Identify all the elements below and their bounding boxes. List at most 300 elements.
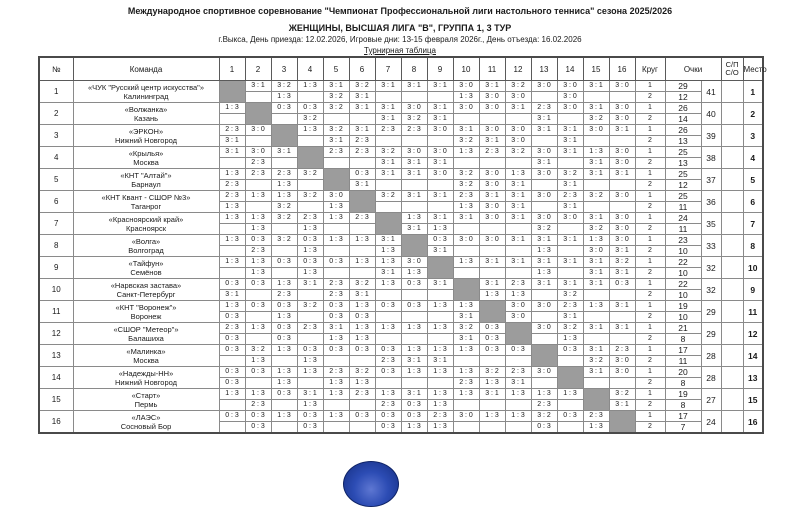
score-cell: 3 : 0 bbox=[531, 169, 557, 180]
score-cell: 1 : 3 bbox=[297, 81, 323, 92]
score-cell: 1 : 3 bbox=[557, 389, 583, 400]
score-cell: 1 : 3 bbox=[219, 169, 245, 180]
score-cell: 2 : 3 bbox=[557, 301, 583, 312]
col-header-opponent-2: 2 bbox=[245, 57, 271, 81]
score-cell: 1 : 3 bbox=[375, 323, 401, 334]
score-cell bbox=[609, 92, 635, 103]
score-cell: 0 : 3 bbox=[323, 301, 349, 312]
points-cell: 19 bbox=[665, 301, 701, 312]
total-points-cell: 27 bbox=[701, 389, 721, 411]
score-cell bbox=[219, 114, 245, 125]
score-cell: 3 : 1 bbox=[505, 202, 531, 213]
team-name-cell bbox=[73, 411, 219, 434]
score-cell: 3 : 1 bbox=[375, 103, 401, 114]
team-row-round1 bbox=[39, 345, 763, 356]
points-cell: 25 bbox=[665, 169, 701, 180]
score-cell: 1 : 3 bbox=[453, 301, 479, 312]
score-cell: 3 : 2 bbox=[297, 301, 323, 312]
score-cell: 1 : 3 bbox=[245, 356, 271, 367]
score-cell bbox=[349, 224, 375, 235]
score-cell: 1 : 3 bbox=[583, 147, 609, 158]
team-number-cell: 6 bbox=[39, 191, 73, 213]
sp-so-cell bbox=[721, 213, 743, 235]
score-cell: 0 : 3 bbox=[401, 411, 427, 422]
team-name-cell bbox=[73, 169, 219, 191]
place-cell: 1 bbox=[743, 81, 763, 103]
score-cell: 1 : 3 bbox=[219, 389, 245, 400]
score-cell bbox=[583, 312, 609, 323]
points-cell: 10 bbox=[665, 246, 701, 257]
score-cell: 3 : 2 bbox=[453, 323, 479, 334]
score-cell: 3 : 0 bbox=[453, 103, 479, 114]
score-cell bbox=[219, 246, 245, 257]
diagonal-cell bbox=[479, 301, 505, 323]
score-cell: 3 : 1 bbox=[427, 279, 453, 290]
score-cell: 2 : 3 bbox=[453, 378, 479, 389]
score-cell: 1 : 3 bbox=[427, 345, 453, 356]
score-cell bbox=[531, 334, 557, 345]
points-cell: 20 bbox=[665, 367, 701, 378]
score-cell bbox=[557, 400, 583, 411]
score-cell: 1 : 3 bbox=[427, 224, 453, 235]
score-cell: 3 : 1 bbox=[375, 158, 401, 169]
score-cell: 3 : 0 bbox=[479, 213, 505, 224]
team-number-cell: 15 bbox=[39, 389, 73, 411]
score-cell bbox=[375, 202, 401, 213]
score-cell: 1 : 3 bbox=[583, 422, 609, 434]
total-points-cell: 29 bbox=[701, 301, 721, 323]
score-cell: 3 : 1 bbox=[609, 323, 635, 334]
score-cell: 2 : 3 bbox=[245, 246, 271, 257]
place-cell: 6 bbox=[743, 191, 763, 213]
score-cell: 3 : 0 bbox=[557, 103, 583, 114]
score-cell bbox=[271, 224, 297, 235]
score-cell: 3 : 0 bbox=[583, 246, 609, 257]
points-cell: 17 bbox=[665, 345, 701, 356]
score-cell: 0 : 3 bbox=[271, 103, 297, 114]
round-cell: 1 bbox=[635, 147, 665, 158]
round-cell: 1 bbox=[635, 191, 665, 202]
score-cell: 1 : 3 bbox=[453, 202, 479, 213]
score-cell bbox=[401, 378, 427, 389]
score-cell bbox=[245, 202, 271, 213]
score-cell: 3 : 0 bbox=[609, 213, 635, 224]
round-cell: 1 bbox=[635, 345, 665, 356]
score-cell: 3 : 2 bbox=[297, 114, 323, 125]
score-cell: 3 : 0 bbox=[609, 158, 635, 169]
score-cell bbox=[557, 224, 583, 235]
score-cell: 1 : 3 bbox=[505, 411, 531, 422]
total-points-cell: 28 bbox=[701, 367, 721, 389]
score-cell: 3 : 1 bbox=[583, 268, 609, 279]
score-cell: 0 : 3 bbox=[271, 301, 297, 312]
score-cell: 3 : 1 bbox=[557, 180, 583, 191]
score-cell: 2 : 3 bbox=[323, 279, 349, 290]
score-cell: 1 : 3 bbox=[297, 356, 323, 367]
points-cell: 10 bbox=[665, 312, 701, 323]
score-cell: 3 : 2 bbox=[479, 367, 505, 378]
score-cell: 1 : 3 bbox=[271, 411, 297, 422]
score-cell bbox=[401, 92, 427, 103]
place-cell: 7 bbox=[743, 213, 763, 235]
score-cell bbox=[219, 158, 245, 169]
total-points-cell: 24 bbox=[701, 411, 721, 434]
tournament-table-wrapper bbox=[38, 56, 767, 434]
score-cell bbox=[583, 180, 609, 191]
diagonal-cell bbox=[505, 323, 531, 345]
score-cell: 3 : 0 bbox=[427, 147, 453, 158]
score-cell: 2 : 3 bbox=[271, 290, 297, 301]
score-cell bbox=[219, 224, 245, 235]
score-cell: 1 : 3 bbox=[375, 389, 401, 400]
score-cell: 3 : 2 bbox=[375, 191, 401, 202]
score-cell: 3 : 2 bbox=[297, 169, 323, 180]
score-cell: 0 : 3 bbox=[271, 257, 297, 268]
score-cell: 3 : 1 bbox=[401, 224, 427, 235]
score-cell: 1 : 3 bbox=[271, 312, 297, 323]
score-cell bbox=[531, 92, 557, 103]
score-cell: 3 : 2 bbox=[323, 125, 349, 136]
points-cell: 12 bbox=[665, 180, 701, 191]
score-cell: 2 : 3 bbox=[297, 323, 323, 334]
score-cell: 3 : 2 bbox=[245, 345, 271, 356]
score-cell: 0 : 3 bbox=[271, 323, 297, 334]
score-cell: 1 : 3 bbox=[349, 301, 375, 312]
score-cell: 3 : 2 bbox=[583, 356, 609, 367]
score-cell: 1 : 3 bbox=[375, 279, 401, 290]
score-cell bbox=[557, 114, 583, 125]
score-cell bbox=[583, 378, 609, 389]
round-cell: 2 bbox=[635, 378, 665, 389]
score-cell: 3 : 1 bbox=[609, 400, 635, 411]
team-number-cell: 9 bbox=[39, 257, 73, 279]
sp-so-cell bbox=[721, 125, 743, 147]
score-cell: 3 : 2 bbox=[271, 202, 297, 213]
partial-logo-ellipse-icon bbox=[343, 461, 399, 507]
place-cell: 3 bbox=[743, 125, 763, 147]
score-cell: 3 : 1 bbox=[427, 191, 453, 202]
score-cell: 3 : 1 bbox=[505, 257, 531, 268]
score-cell: 3 : 0 bbox=[531, 191, 557, 202]
score-cell bbox=[427, 202, 453, 213]
diagonal-cell bbox=[297, 147, 323, 169]
score-cell bbox=[219, 400, 245, 411]
score-cell bbox=[557, 268, 583, 279]
round-cell: 2 bbox=[635, 136, 665, 147]
score-cell: 1 : 3 bbox=[271, 92, 297, 103]
place-cell: 14 bbox=[743, 345, 763, 367]
points-cell: 23 bbox=[665, 235, 701, 246]
score-cell: 1 : 3 bbox=[531, 246, 557, 257]
total-points-cell: 37 bbox=[701, 169, 721, 191]
score-cell bbox=[219, 356, 245, 367]
score-cell bbox=[297, 92, 323, 103]
score-cell bbox=[557, 246, 583, 257]
score-cell: 0 : 3 bbox=[479, 345, 505, 356]
score-cell bbox=[297, 202, 323, 213]
team-name-cell bbox=[73, 81, 219, 103]
total-points-cell: 36 bbox=[701, 191, 721, 213]
score-cell bbox=[531, 180, 557, 191]
round-cell: 2 bbox=[635, 180, 665, 191]
team-city: Волгоград bbox=[128, 245, 164, 255]
round-cell: 2 bbox=[635, 114, 665, 125]
place-cell: 9 bbox=[743, 279, 763, 301]
col-header-opponent-10: 10 bbox=[453, 57, 479, 81]
score-cell bbox=[375, 180, 401, 191]
score-cell: 0 : 3 bbox=[401, 301, 427, 312]
team-city: Воронеж bbox=[130, 311, 162, 321]
points-cell: 22 bbox=[665, 279, 701, 290]
score-cell: 0 : 3 bbox=[297, 235, 323, 246]
score-cell: 0 : 3 bbox=[401, 279, 427, 290]
score-cell bbox=[375, 334, 401, 345]
sp-so-cell bbox=[721, 257, 743, 279]
score-cell: 2 : 3 bbox=[297, 213, 323, 224]
total-points-cell: 32 bbox=[701, 279, 721, 301]
score-cell bbox=[297, 180, 323, 191]
score-cell bbox=[609, 290, 635, 301]
score-cell bbox=[245, 180, 271, 191]
team-number-cell: 7 bbox=[39, 213, 73, 235]
score-cell: 3 : 2 bbox=[609, 389, 635, 400]
score-cell: 1 : 3 bbox=[427, 400, 453, 411]
team-city: Балашиха bbox=[128, 333, 164, 343]
score-cell: 3 : 1 bbox=[531, 125, 557, 136]
score-cell: 3 : 1 bbox=[375, 235, 401, 246]
team-city: Пермь bbox=[134, 399, 158, 409]
team-city: Казань bbox=[133, 113, 159, 123]
score-cell: 3 : 2 bbox=[453, 180, 479, 191]
score-cell bbox=[349, 268, 375, 279]
sp-so-cell bbox=[721, 235, 743, 257]
round-cell: 2 bbox=[635, 224, 665, 235]
points-cell: 11 bbox=[665, 224, 701, 235]
score-cell: 2 : 3 bbox=[323, 367, 349, 378]
score-cell: 2 : 3 bbox=[557, 191, 583, 202]
score-cell bbox=[505, 158, 531, 169]
score-cell: 2 : 3 bbox=[505, 367, 531, 378]
score-cell: 1 : 3 bbox=[323, 389, 349, 400]
score-cell: 3 : 1 bbox=[349, 180, 375, 191]
score-cell: 3 : 1 bbox=[609, 268, 635, 279]
points-cell: 14 bbox=[665, 114, 701, 125]
col-header-opponent-7: 7 bbox=[375, 57, 401, 81]
team-city: Москва bbox=[133, 355, 159, 365]
team-name: «КНТ "Воронеж"» bbox=[115, 302, 177, 312]
team-city: Нижний Новгород bbox=[114, 377, 178, 387]
score-cell: 3 : 1 bbox=[453, 312, 479, 323]
score-cell bbox=[427, 378, 453, 389]
score-cell: 0 : 3 bbox=[219, 334, 245, 345]
place-cell: 12 bbox=[743, 323, 763, 345]
score-cell: 1 : 3 bbox=[219, 257, 245, 268]
score-cell: 3 : 1 bbox=[323, 136, 349, 147]
col-header-opponent-12: 12 bbox=[505, 57, 531, 81]
score-cell: 3 : 0 bbox=[479, 92, 505, 103]
score-cell bbox=[427, 334, 453, 345]
score-cell bbox=[245, 312, 271, 323]
score-cell: 3 : 2 bbox=[557, 169, 583, 180]
score-cell bbox=[375, 290, 401, 301]
score-cell: 2 : 3 bbox=[427, 411, 453, 422]
sp-so-cell bbox=[721, 169, 743, 191]
team-row-round1 bbox=[39, 169, 763, 180]
score-cell: 3 : 1 bbox=[479, 136, 505, 147]
points-cell: 26 bbox=[665, 103, 701, 114]
score-cell: 0 : 3 bbox=[375, 367, 401, 378]
team-name-cell bbox=[73, 323, 219, 345]
team-name-cell bbox=[73, 191, 219, 213]
score-cell: 0 : 3 bbox=[505, 345, 531, 356]
score-cell: 0 : 3 bbox=[219, 279, 245, 290]
score-cell: 3 : 0 bbox=[505, 125, 531, 136]
competition-title: Международное спортивное соревнование "Чемпионат Профессиональной лиги настольного тенниса" сезона 2025/2026 bbox=[127, 6, 673, 16]
score-cell: 1 : 3 bbox=[349, 334, 375, 345]
score-cell: 3 : 2 bbox=[453, 136, 479, 147]
score-cell: 3 : 1 bbox=[531, 279, 557, 290]
score-cell: 3 : 1 bbox=[583, 158, 609, 169]
team-city: Москва bbox=[133, 157, 159, 167]
total-points-cell: 33 bbox=[701, 235, 721, 257]
score-cell: 3 : 1 bbox=[557, 257, 583, 268]
score-cell: 3 : 1 bbox=[349, 92, 375, 103]
score-cell: 3 : 1 bbox=[583, 213, 609, 224]
points-cell: 10 bbox=[665, 290, 701, 301]
diagonal-cell bbox=[219, 81, 245, 103]
score-cell: 3 : 1 bbox=[609, 125, 635, 136]
round-cell: 1 bbox=[635, 389, 665, 400]
score-cell: 1 : 3 bbox=[271, 367, 297, 378]
score-cell: 3 : 1 bbox=[401, 158, 427, 169]
score-cell: 0 : 3 bbox=[245, 411, 271, 422]
score-cell: 1 : 3 bbox=[401, 213, 427, 224]
score-cell bbox=[349, 114, 375, 125]
team-name-cell bbox=[73, 345, 219, 367]
score-cell: 0 : 3 bbox=[297, 411, 323, 422]
score-cell: 1 : 3 bbox=[479, 290, 505, 301]
score-cell bbox=[531, 312, 557, 323]
score-cell: 2 : 3 bbox=[583, 411, 609, 422]
score-cell bbox=[505, 422, 531, 434]
score-cell: 3 : 1 bbox=[297, 389, 323, 400]
team-name: «КНТ "Алтай"» bbox=[120, 170, 172, 180]
team-name-cell bbox=[73, 389, 219, 411]
score-cell: 3 : 1 bbox=[583, 257, 609, 268]
total-points-cell: 35 bbox=[701, 213, 721, 235]
score-cell: 3 : 1 bbox=[297, 279, 323, 290]
score-cell: 3 : 1 bbox=[375, 169, 401, 180]
score-cell: 3 : 2 bbox=[557, 323, 583, 334]
points-cell: 12 bbox=[665, 92, 701, 103]
score-cell bbox=[453, 158, 479, 169]
score-cell: 1 : 3 bbox=[349, 378, 375, 389]
round-cell: 1 bbox=[635, 125, 665, 136]
place-cell: 10 bbox=[743, 257, 763, 279]
score-cell: 3 : 0 bbox=[479, 169, 505, 180]
score-cell bbox=[583, 202, 609, 213]
score-cell: 3 : 1 bbox=[531, 235, 557, 246]
team-number-cell: 13 bbox=[39, 345, 73, 367]
score-cell bbox=[323, 400, 349, 411]
score-cell: 0 : 3 bbox=[349, 411, 375, 422]
score-cell: 0 : 3 bbox=[219, 345, 245, 356]
score-cell bbox=[479, 422, 505, 434]
score-cell: 0 : 3 bbox=[219, 367, 245, 378]
col-header-opponent-11: 11 bbox=[479, 57, 505, 81]
score-cell: 0 : 3 bbox=[427, 235, 453, 246]
score-cell bbox=[453, 268, 479, 279]
sp-so-cell bbox=[721, 367, 743, 389]
diagonal-cell bbox=[271, 125, 297, 147]
score-cell: 1 : 3 bbox=[323, 235, 349, 246]
col-header-opponent-5: 5 bbox=[323, 57, 349, 81]
score-cell bbox=[453, 356, 479, 367]
place-cell: 11 bbox=[743, 301, 763, 323]
score-cell: 3 : 2 bbox=[271, 213, 297, 224]
score-cell bbox=[245, 290, 271, 301]
team-number-cell: 1 bbox=[39, 81, 73, 103]
score-cell: 3 : 0 bbox=[479, 202, 505, 213]
score-cell bbox=[323, 158, 349, 169]
score-cell: 3 : 2 bbox=[583, 224, 609, 235]
diagonal-cell bbox=[245, 103, 271, 125]
diagonal-cell bbox=[557, 367, 583, 389]
score-cell bbox=[453, 224, 479, 235]
score-cell: 0 : 3 bbox=[349, 345, 375, 356]
score-cell: 1 : 3 bbox=[453, 345, 479, 356]
score-cell: 2 : 3 bbox=[245, 169, 271, 180]
score-cell: 0 : 3 bbox=[531, 422, 557, 434]
score-cell: 3 : 1 bbox=[401, 81, 427, 92]
score-cell: 3 : 0 bbox=[401, 257, 427, 268]
score-cell: 3 : 1 bbox=[427, 356, 453, 367]
score-cell: 3 : 0 bbox=[453, 411, 479, 422]
score-cell: 0 : 3 bbox=[557, 345, 583, 356]
score-cell: 3 : 1 bbox=[427, 158, 453, 169]
score-cell: 3 : 0 bbox=[427, 125, 453, 136]
score-cell: 3 : 1 bbox=[375, 114, 401, 125]
sp-so-cell bbox=[721, 411, 743, 434]
team-row-round1 bbox=[39, 411, 763, 422]
score-cell bbox=[401, 290, 427, 301]
score-cell: 2 : 3 bbox=[219, 323, 245, 334]
team-row-round1 bbox=[39, 279, 763, 290]
score-cell bbox=[479, 268, 505, 279]
score-cell: 2 : 3 bbox=[219, 180, 245, 191]
score-cell: 3 : 1 bbox=[531, 114, 557, 125]
score-cell: 1 : 3 bbox=[297, 224, 323, 235]
team-row-round1 bbox=[39, 323, 763, 334]
venue-dates-info: г.Выкса, День приезда: 12.02.2026, Игровые дни: 13-15 февраля 2026г., День отъезда: 16.02.2026 bbox=[218, 35, 582, 44]
score-cell: 3 : 1 bbox=[349, 125, 375, 136]
score-cell bbox=[453, 400, 479, 411]
score-cell: 1 : 3 bbox=[583, 301, 609, 312]
score-cell bbox=[375, 92, 401, 103]
score-cell: 3 : 0 bbox=[531, 367, 557, 378]
score-cell: 2 : 3 bbox=[219, 191, 245, 202]
score-cell: 3 : 1 bbox=[609, 246, 635, 257]
score-cell: 0 : 3 bbox=[219, 411, 245, 422]
score-cell bbox=[245, 334, 271, 345]
score-cell: 3 : 0 bbox=[323, 191, 349, 202]
score-cell: 3 : 1 bbox=[557, 279, 583, 290]
score-cell: 1 : 3 bbox=[453, 257, 479, 268]
score-cell: 1 : 3 bbox=[271, 378, 297, 389]
score-cell: 2 : 3 bbox=[245, 400, 271, 411]
sp-so-cell bbox=[721, 345, 743, 367]
score-cell: 3 : 0 bbox=[245, 125, 271, 136]
